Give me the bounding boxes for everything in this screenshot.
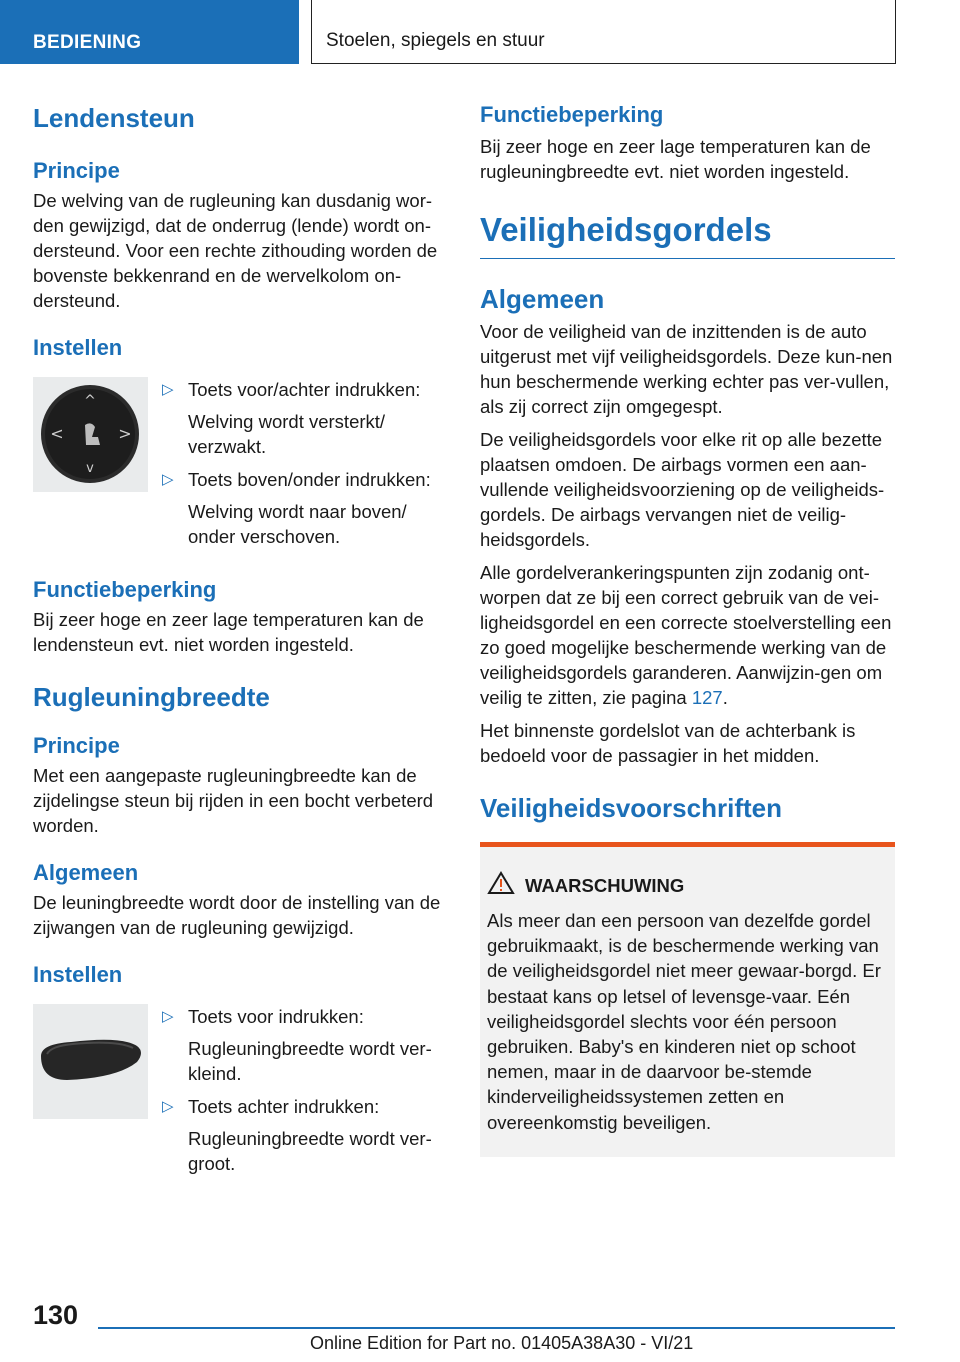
warning-box bbox=[480, 842, 895, 1157]
heading-algemeen: Algemeen bbox=[480, 284, 605, 314]
warning-label: WAARSCHUWING bbox=[525, 874, 685, 896]
instellen-block bbox=[33, 377, 448, 549]
instellen-block bbox=[33, 1004, 448, 1176]
step-result: Rugleuningbreedte wordt ver-groot. bbox=[188, 1128, 432, 1174]
paragraph-principe: Met een aangepaste rugleuningbreedte kan de zijdelingse steun bij rijden in een bocht verbeterd worden. bbox=[33, 765, 434, 836]
chapter-title: Stoelen, spiegels en stuur bbox=[311, 0, 896, 64]
left-column bbox=[33, 100, 448, 1176]
page-number: 130 bbox=[33, 1300, 79, 1330]
width-steps bbox=[160, 1004, 448, 1176]
svg-text:^: ^ bbox=[84, 393, 96, 409]
step-item bbox=[160, 1004, 448, 1086]
paragraph-algemeen-3: Alle gordelverankeringspunten zijn zodanig ont-worpen dat ze bij een correct gebruik van de vei-ligheidsgordel en een correcte stoelverstelling een zo goed mogelijke beschermende werking van de veiligheidsgordels garanderen. Aanwijzin-gen om veilig te zitten, zie pagina 127. bbox=[480, 562, 892, 708]
warning-header bbox=[487, 871, 887, 900]
paragraph-algemeen-4: Het binnenste gordelslot van de achterbank is bedoeld voor de passagier in het midden. bbox=[480, 720, 856, 766]
heading-veiligheidsgordels: Veiligheidsgordels bbox=[480, 208, 895, 259]
footer-divider bbox=[98, 1327, 895, 1329]
step-action: Toets voor indrukken: bbox=[188, 1006, 364, 1027]
paragraph-algemeen-1: Voor de veiligheid van de inzittenden is de auto uitgerust met vijf veiligheidsgordels. Deze kun-nen hun beschermende werking echter pas ver-vullen, als zij correct zijn omgegespt. bbox=[480, 321, 893, 417]
paragraph-functiebeperking: Bij zeer hoge en zeer lage temperaturen kan de lendensteun evt. niet worden ingesteld. bbox=[33, 609, 424, 655]
step-action: Toets boven/onder indrukken: bbox=[188, 469, 431, 490]
paragraph-algemeen-2: De veiligheidsgordels voor elke rit op alle bezette plaatsen omdoen. De airbags vormen een aan-vullende veiligheidsvoorziening op de veiligheids-gordels. De airbags vervangen niet de veilig-heidsgordels. bbox=[480, 429, 885, 550]
step-item bbox=[160, 1094, 448, 1176]
lumbar-control-image bbox=[33, 377, 148, 492]
step-result: Welving wordt naar boven/ onder verschoven. bbox=[188, 501, 407, 547]
heading-instellen: Instellen bbox=[33, 335, 123, 360]
edition-text: Online Edition for Part no. 01405A38A30 - VI/21 bbox=[310, 1333, 694, 1353]
paragraph-principe: De welving van de rugleuning kan dusdanig wor-den gewijzigd, dat de onderrug (lende) wordt on-dersteund. Voor een rechte zithouding worden de bovenste bekkenrand en de wervelkolom on-dersteund. bbox=[33, 190, 438, 311]
step-action: Toets achter indrukken: bbox=[188, 1096, 380, 1117]
triangle-bullet-icon: ▷ bbox=[162, 1098, 174, 1115]
heading-rugleuningbreedte: Rugleuningbreedte bbox=[33, 682, 270, 712]
heading-lendensteun: Lendensteun bbox=[33, 103, 195, 133]
step-item bbox=[160, 467, 448, 549]
triangle-bullet-icon: ▷ bbox=[162, 471, 174, 488]
heading-principe: Principe bbox=[33, 733, 120, 758]
right-column bbox=[480, 100, 895, 1157]
heading-algemeen: Algemeen bbox=[33, 860, 139, 885]
warning-text: Als meer dan een persoon van dezelfde gordel gebruikmaakt, is de beschermende werking van de veiligheidsgordel niet meer gewaar-borgd. Er bestaat kans op letsel of levensge-vaar. Eén veiligheidsgordel slechts voor één persoon gebruiken. Baby's en kinderen niet op schoot nemen, maar in de daarvoor be-stemde kinderveiligheidssystemen zetten en overeenkomstig beveiligen. bbox=[487, 910, 881, 1133]
svg-text:v: v bbox=[86, 461, 94, 476]
step-result: Welving wordt versterkt/ verzwakt. bbox=[188, 411, 386, 457]
step-item bbox=[160, 377, 448, 459]
lumbar-steps bbox=[160, 377, 448, 549]
heading-instellen: Instellen bbox=[33, 962, 123, 987]
heading-veiligheidsvoorschriften: Veiligheidsvoorschriften bbox=[480, 793, 782, 823]
warning-triangle-icon bbox=[487, 871, 515, 900]
heading-functiebeperking: Functiebeperking bbox=[33, 577, 217, 602]
step-result: Rugleuningbreedte wordt ver-kleind. bbox=[188, 1038, 432, 1084]
triangle-bullet-icon: ▷ bbox=[162, 381, 174, 398]
width-control-image bbox=[33, 1004, 148, 1119]
paragraph-algemeen: De leuningbreedte wordt door de instelling van de zijwangen van de rugleuning gewijzigd. bbox=[33, 892, 441, 938]
page-link[interactable]: 127 bbox=[691, 687, 723, 708]
step-action: Toets voor/achter indrukken: bbox=[188, 379, 421, 400]
section-tab: BEDIENING bbox=[0, 0, 299, 64]
svg-text:>: > bbox=[118, 424, 132, 443]
triangle-bullet-icon: ▷ bbox=[162, 1008, 174, 1025]
svg-text:<: < bbox=[50, 424, 64, 443]
heading-principe: Principe bbox=[33, 158, 120, 183]
heading-functiebeperking: Functiebeperking bbox=[480, 102, 664, 127]
paragraph-functiebeperking: Bij zeer hoge en zeer lage temperaturen kan de rugleuningbreedte evt. niet worden ingesteld. bbox=[480, 136, 871, 182]
